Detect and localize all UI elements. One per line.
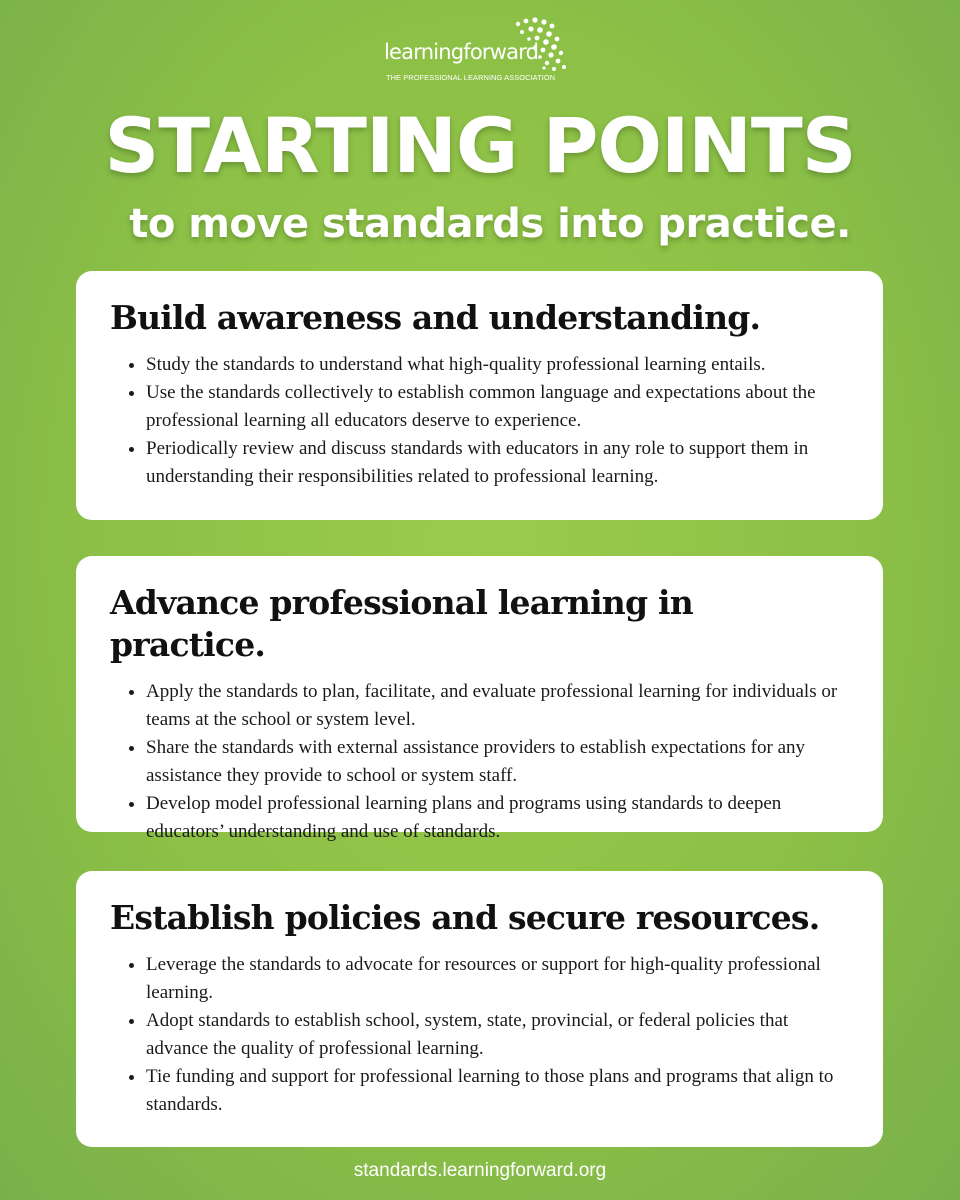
logo-tagline: THE PROFESSIONAL LEARNING ASSOCIATION xyxy=(386,73,556,82)
section-card-practice xyxy=(76,556,883,842)
section-title: Advance professional learning in practice. xyxy=(110,583,693,664)
logo-wordmark: learningforward xyxy=(384,40,539,64)
learningforward-logo xyxy=(384,16,584,86)
headline: STARTING POINTS xyxy=(104,101,856,190)
subheadline: to move standards into practice. xyxy=(129,201,851,247)
list-item: • Study the standards to understand what high-quality professional learning entails. xyxy=(146,351,853,379)
list-item: • Tie funding and support for professional learning to those plans and programs that align to standards. xyxy=(146,1063,853,1119)
list-item: • Periodically review and discuss standards with educators in any role to support them in understanding their responsibilities related to professional learning. xyxy=(146,435,853,491)
bullet-list xyxy=(110,351,853,491)
list-item: • Share the standards with external assistance providers to establish expectations for any assistance they provide to school or system staff. xyxy=(146,734,853,790)
section-title: Build awareness and understanding. xyxy=(110,298,761,337)
section-card-awareness xyxy=(76,271,883,520)
list-item: • Leverage the standards to advocate for resources or support for high-quality professional learning. xyxy=(146,951,853,1007)
section-card-policies xyxy=(76,871,883,1147)
footer-url: standards.learningforward.org xyxy=(353,1160,607,1181)
bullet-list xyxy=(110,678,853,846)
list-item: • Apply the standards to plan, facilitate, and evaluate professional learning for individuals or teams at the school or system level. xyxy=(146,678,853,734)
list-item: • Use the standards collectively to establish common language and expectations about the professional learning all educators deserve to experience. xyxy=(146,379,853,435)
list-item: • Develop model professional learning plans and programs using standards to deepen educators’ understanding and use of standards. xyxy=(146,790,853,846)
list-item: • Adopt standards to establish school, system, state, provincial, or federal policies that advance the quality of professional learning. xyxy=(146,1007,853,1063)
section-title: Establish policies and secure resources. xyxy=(110,898,820,937)
bullet-list xyxy=(110,951,853,1119)
